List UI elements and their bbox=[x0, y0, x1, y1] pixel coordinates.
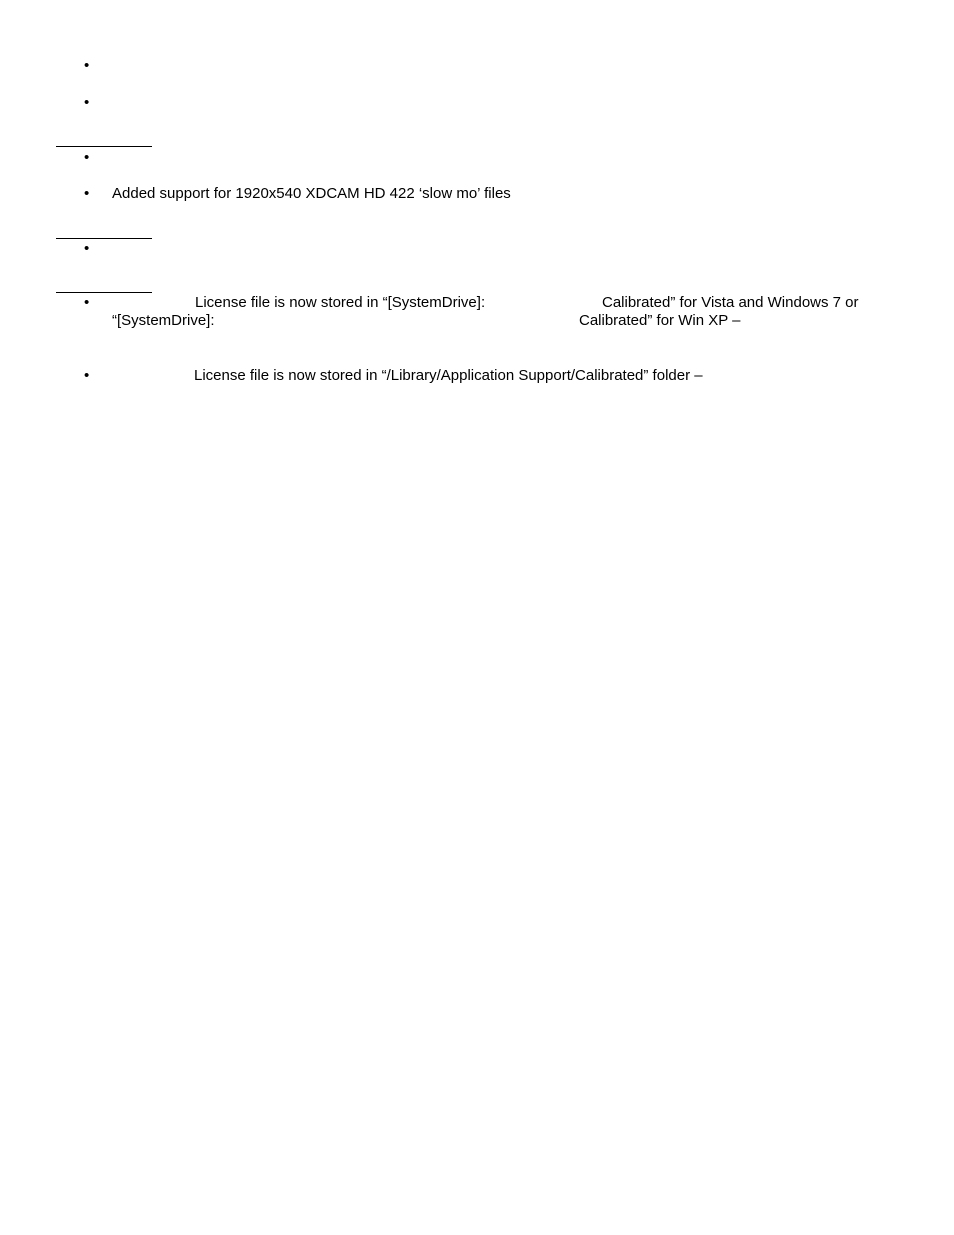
win-license-text-2a: “[SystemDrive]: bbox=[112, 312, 215, 329]
mac-license-item: License file is now stored in “/Library/Application Support/Calibrated” folder – bbox=[194, 367, 703, 384]
win-license-text-1b: Calibrated” for Vista and Windows 7 or bbox=[602, 294, 859, 311]
bullet-1: • bbox=[84, 57, 90, 74]
xdcam-support-item: Added support for 1920x540 XDCAM HD 422 ‘slow mo’ files bbox=[112, 185, 511, 202]
bullet-7: • bbox=[84, 367, 90, 384]
section-heading-rule-3 bbox=[56, 292, 152, 293]
bullet-4: • bbox=[84, 185, 90, 202]
section-heading-rule-2 bbox=[56, 238, 152, 239]
bullet-6: • bbox=[84, 294, 90, 311]
bullet-3: • bbox=[84, 149, 90, 166]
bullet-2: • bbox=[84, 94, 90, 111]
win-license-text-2b: Calibrated” for Win XP – bbox=[579, 312, 741, 329]
bullet-5: • bbox=[84, 240, 90, 257]
section-heading-rule-1 bbox=[56, 146, 152, 147]
win-license-text-1a: License file is now stored in “[SystemDrive]: bbox=[195, 294, 486, 311]
